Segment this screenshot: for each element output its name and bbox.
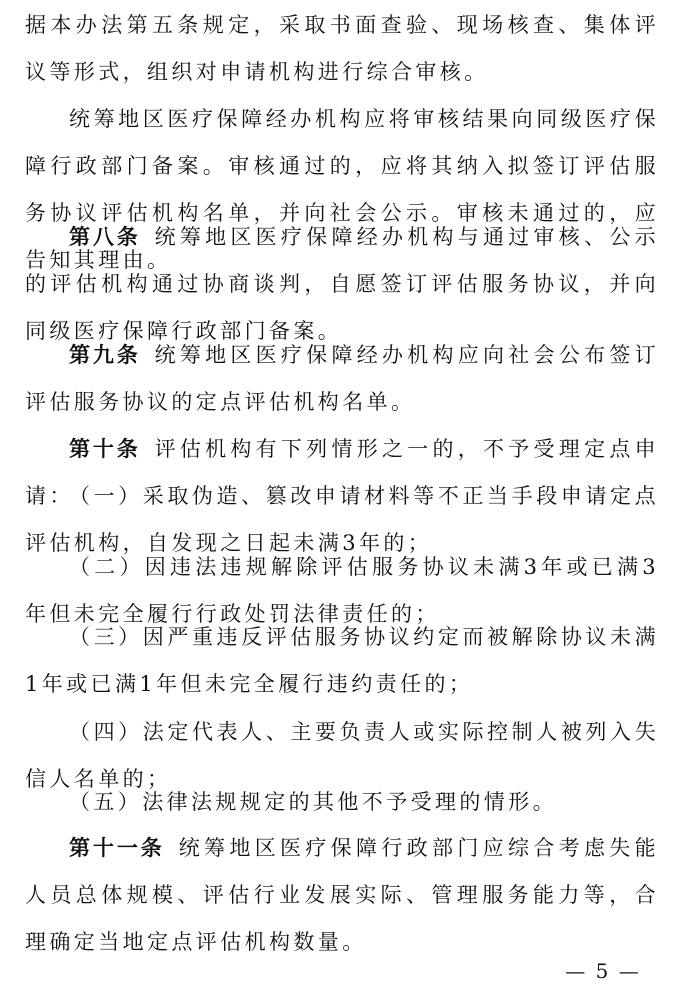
paragraph-text: 统筹地区医疗保障经办机构应将审核结果向同级医疗保障行政部门备案。审核通过的，应将其纳入拟签订评估服务协议评估机构名单，并向社会公示。审核未通过的，应告知其理由。 — [25, 107, 659, 272]
paragraph-text: （三）因严重违反评估服务协议约定而被解除协议未满1年或已满1年但未完全履行违约责任的； — [25, 625, 659, 696]
article-11 — [25, 825, 659, 966]
article-heading: 第十条 — [69, 437, 141, 461]
paragraph-text: 统筹地区医疗保障经办机构与通过审核、公示的评估机构通过协商谈判，自愿签订评估服务协议，并向同级医疗保障行政部门备案。 — [25, 225, 660, 343]
page-number: — 5 — — [565, 959, 641, 983]
list-item-5 — [25, 779, 659, 826]
paragraph-text: 统筹地区医疗保障行政部门应综合考虑失能人员总体规模、评估行业发展实际、管理服务能力等，合理确定当地定点评估机构数量。 — [25, 836, 660, 954]
paragraph-text: 评估机构有下列情形之一的，不予受理定点申请： — [25, 437, 660, 508]
paragraph-text: （五）法律法规规定的其他不予受理的情形。 — [69, 790, 557, 814]
paragraph-text: （一）采取伪造、篡改申请材料等不正当手段申请定点评估机构，自发现之日起未满3年的； — [25, 484, 659, 555]
paragraph-text: 统筹地区医疗保障经办机构应向社会公布签订评估服务协议的定点评估机构名单。 — [25, 343, 660, 414]
article-9 — [25, 332, 659, 426]
article-heading: 第九条 — [69, 343, 141, 367]
paragraph-text: （二）因违法违规解除评估服务协议未满3年或已满3年但未完全履行行政处罚法律责任的； — [25, 555, 659, 626]
article-heading: 第十一条 — [69, 836, 165, 860]
paragraph-text: 据本办法第五条规定，采取书面查验、现场核查、集体评议等形式，组织对申请机构进行综合审核。 — [25, 13, 659, 84]
paragraph-text: （四）法定代表人、主要负责人或实际控制人被列入失信人名单的； — [25, 720, 659, 791]
list-item-3 — [25, 614, 659, 708]
article-heading: 第八条 — [69, 225, 141, 249]
paragraph-continuation — [25, 2, 659, 96]
